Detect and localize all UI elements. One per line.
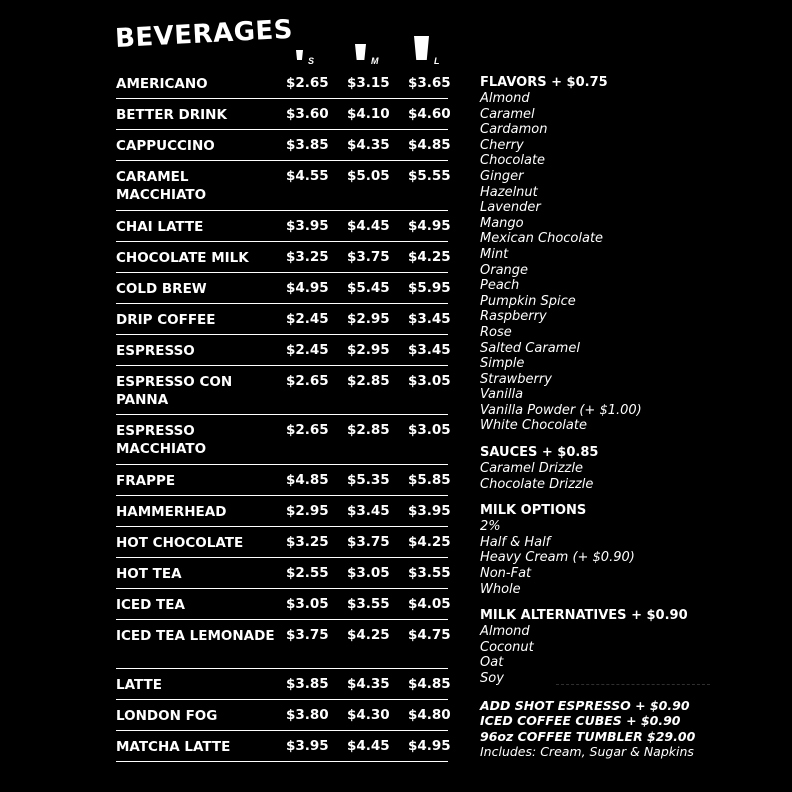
addon-item: Salted Caramel [480, 340, 580, 356]
price-large: $3.05 [408, 372, 451, 389]
price-small: $2.45 [286, 341, 329, 358]
addon-item: White Chocolate [480, 418, 587, 434]
addon-item: Cherry [480, 137, 524, 153]
price-medium: $3.05 [347, 564, 390, 581]
price-large: $3.05 [408, 422, 451, 438]
price-medium: $2.85 [347, 422, 390, 438]
addon-item: Mango [480, 215, 524, 231]
addon-item: Non-Fat [480, 566, 532, 582]
price-medium: $4.45 [347, 738, 390, 754]
beverage-row [116, 366, 451, 416]
price-small: $2.65 [286, 75, 329, 91]
beverage-name: FRAPPE [116, 472, 176, 489]
beverage-name: CAPPUCCINO [116, 138, 215, 154]
addon-item: Soy [480, 671, 504, 686]
price-small: $3.25 [286, 248, 329, 265]
price-medium: $3.45 [347, 502, 390, 519]
beverage-name: BETTER DRINK [116, 107, 227, 123]
addon-item: Oat [480, 655, 504, 671]
size-large-label: L [434, 56, 440, 66]
beverage-name: LATTE [116, 677, 162, 693]
price-medium: $4.35 [347, 676, 390, 692]
size-small-label: S [308, 56, 315, 66]
addon-item: Simple [480, 356, 525, 372]
price-small: $2.65 [286, 422, 329, 438]
beverage-name: LONDON FOG [116, 708, 218, 724]
beverage-name: COLD BREW [116, 280, 207, 297]
beverage-name: DRIP COFFEE [116, 311, 216, 328]
beverage-row [116, 527, 451, 558]
beverage-name: CARAMEL MACCHIATO [116, 169, 207, 203]
addon-item: Half & Half [480, 534, 551, 550]
beverage-row [116, 731, 451, 762]
add-ons-panel [480, 75, 780, 760]
large-cup-icon [414, 36, 429, 60]
price-large: $3.65 [408, 75, 451, 91]
price-small: $3.60 [286, 106, 329, 122]
addon-item: Ginger [480, 168, 524, 184]
price-small: $3.75 [286, 626, 329, 643]
watermark [556, 684, 710, 721]
addon-item: Vanilla Powder (+ $1.00) [480, 402, 642, 418]
addon-item: Vanilla [480, 387, 524, 403]
extra-item: 96oz COFFEE TUMBLER $29.00 [480, 728, 696, 744]
price-large: $3.55 [408, 564, 451, 581]
beverage-row [116, 415, 451, 465]
addon-item: Coconut [480, 639, 534, 655]
beverage-name: ESPRESSO CON PANNA [116, 373, 233, 408]
price-large: $4.95 [408, 217, 451, 234]
price-large: $4.95 [408, 738, 451, 754]
addon-item: Orange [480, 262, 529, 278]
addon-section-title: SAUCES + $0.85 [480, 445, 599, 461]
addon-section-title: FLAVORS + $0.75 [480, 75, 608, 90]
beverage-row [116, 465, 451, 496]
beverage-name: CHAI LATTE [116, 218, 204, 235]
price-medium: $5.05 [347, 168, 390, 184]
beverage-row [116, 669, 451, 700]
addon-section [480, 503, 780, 597]
price-small: $3.95 [286, 217, 329, 234]
price-small: $2.95 [286, 502, 329, 519]
price-large: $5.85 [408, 471, 451, 488]
price-medium: $3.55 [347, 595, 390, 612]
addon-item: Mint [480, 246, 509, 262]
beverage-row [116, 99, 451, 130]
addon-item: Strawberry [480, 371, 552, 387]
extra-item: ADD SHOT ESPRESSO + $0.90 [480, 697, 690, 713]
price-large: $4.80 [408, 707, 451, 723]
price-small: $4.95 [286, 279, 329, 296]
addon-section [480, 445, 780, 492]
extra-item: ICED COFFEE CUBES + $0.90 [480, 713, 681, 729]
beverage-name: HOT CHOCOLATE [116, 534, 244, 551]
beverage-row [116, 130, 451, 161]
price-medium: $4.35 [347, 137, 390, 153]
price-small: $3.95 [286, 738, 329, 754]
price-medium: $2.85 [347, 372, 390, 389]
beverage-price-list [116, 68, 451, 762]
beverage-row [116, 304, 451, 335]
addon-section [480, 75, 780, 434]
price-large: $4.25 [408, 533, 451, 550]
price-small: $3.85 [286, 137, 329, 153]
price-large: $5.55 [408, 168, 451, 184]
beverage-name: CHOCOLATE MILK [116, 249, 249, 266]
addon-item: Chocolate Drizzle [480, 476, 594, 492]
addon-section [480, 608, 780, 686]
addon-item: Caramel Drizzle [480, 461, 583, 477]
price-medium: $3.15 [347, 75, 390, 91]
beverage-row [116, 242, 451, 273]
menu-title: BEVERAGES [114, 14, 294, 54]
price-small: $3.05 [286, 595, 329, 612]
addon-item: Rose [480, 324, 512, 340]
beverage-name: HAMMERHEAD [116, 503, 227, 520]
size-medium-label: M [371, 56, 379, 66]
small-cup-icon [296, 50, 303, 60]
price-large: $3.45 [408, 310, 451, 327]
beverage-name: ESPRESSO [116, 342, 195, 359]
price-small: $2.65 [286, 372, 329, 389]
addon-item: Almond [480, 91, 530, 106]
price-medium: $5.45 [347, 279, 390, 296]
addon-item: Peach [480, 278, 520, 294]
price-small: $3.85 [286, 676, 329, 692]
beverage-row [116, 558, 451, 589]
beverage-row [116, 68, 451, 99]
addon-item: Pumpkin Spice [480, 293, 576, 309]
price-large: $4.85 [408, 137, 451, 153]
price-small: $2.55 [286, 564, 329, 581]
addon-item: 2% [480, 519, 501, 535]
addon-item: Mexican Chocolate [480, 231, 604, 247]
addon-section-title: MILK ALTERNATIVES + $0.90 [480, 608, 688, 624]
price-medium: $4.25 [347, 626, 390, 643]
beverage-name: ESPRESSO MACCHIATO [116, 423, 207, 457]
beverage-name: AMERICANO [116, 76, 208, 92]
price-large: $3.95 [408, 502, 451, 519]
addon-item: Chocolate [480, 153, 546, 169]
price-large: $4.25 [408, 248, 451, 265]
beverage-name: ICED TEA LEMONADE [116, 627, 275, 644]
price-small: $4.85 [286, 471, 329, 488]
price-small: $4.55 [286, 168, 329, 184]
beverage-row [116, 496, 451, 527]
price-large: $3.45 [408, 341, 451, 358]
beverage-name: ICED TEA [116, 596, 185, 613]
price-small: $3.80 [286, 707, 329, 723]
price-medium: $4.30 [347, 707, 390, 723]
price-small: $3.25 [286, 533, 329, 550]
price-small: $2.45 [286, 310, 329, 327]
beverage-name: MATCHA LATTE [116, 739, 231, 755]
price-large: $4.75 [408, 626, 451, 643]
price-large: $4.60 [408, 106, 451, 122]
price-medium: $3.75 [347, 533, 390, 550]
addon-item: Hazelnut [480, 184, 538, 200]
addon-item: Raspberry [480, 309, 547, 325]
addon-item: Caramel [480, 106, 535, 122]
price-large: $4.05 [408, 595, 451, 612]
price-medium: $4.45 [347, 217, 390, 234]
price-large: $5.95 [408, 279, 451, 296]
price-medium: $3.75 [347, 248, 390, 265]
beverage-row [116, 589, 451, 620]
addon-item: Cardamon [480, 122, 548, 138]
price-large: $4.85 [408, 676, 451, 692]
beverage-row [116, 161, 451, 211]
addon-section-title: MILK OPTIONS [480, 503, 587, 519]
beverage-row [116, 273, 451, 304]
price-medium: $5.35 [347, 471, 390, 488]
price-medium: $4.10 [347, 106, 390, 122]
beverage-row [116, 620, 451, 670]
beverage-row [116, 700, 451, 731]
addon-item: Whole [480, 581, 521, 597]
addon-item: Heavy Cream (+ $0.90) [480, 550, 635, 566]
price-medium: $2.95 [347, 341, 390, 358]
medium-cup-icon [355, 44, 366, 60]
beverage-row [116, 335, 451, 366]
addon-item: Almond [480, 624, 530, 640]
extras-note: Includes: Cream, Sugar & Napkins [480, 744, 694, 760]
beverage-name: HOT TEA [116, 565, 182, 582]
addon-item: Lavender [480, 200, 541, 216]
price-medium: $2.95 [347, 310, 390, 327]
beverage-row [116, 211, 451, 242]
